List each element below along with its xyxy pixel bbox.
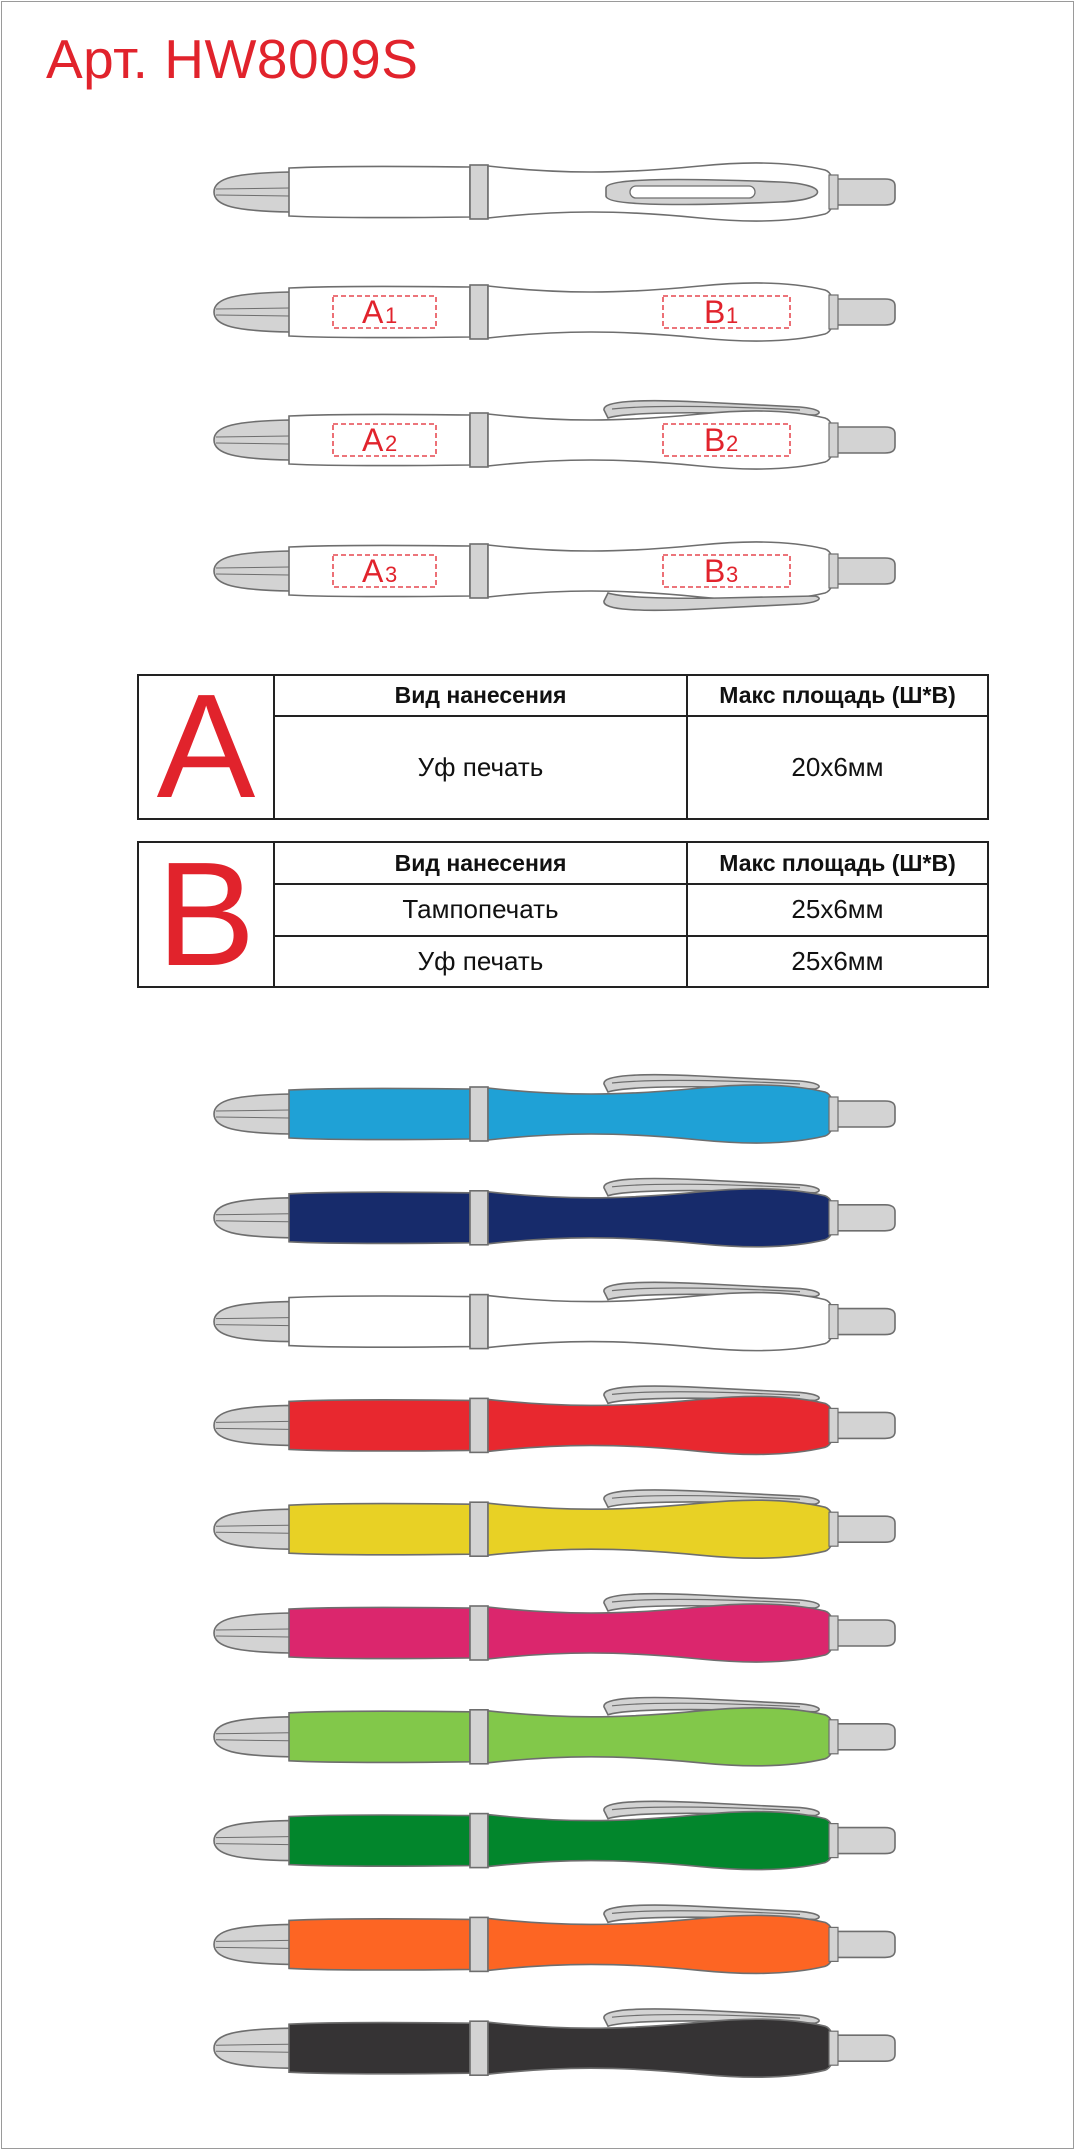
pen-barrel: [488, 1500, 835, 1558]
pen-button: [836, 1205, 895, 1231]
pen-color-variant: [214, 1594, 895, 1662]
pen-barrel: [488, 1396, 835, 1454]
pen-barrel: [488, 283, 835, 341]
pen-ring: [470, 1606, 488, 1660]
pen-button: [836, 558, 895, 584]
table-b-size-1: 25x6мм: [791, 894, 884, 925]
zone-label-a-sub: 2: [385, 431, 398, 456]
pen-button: [836, 1724, 895, 1750]
table-b-header-size: Макс площадь (Ш*В): [719, 849, 956, 876]
pen-grip: [289, 1296, 470, 1347]
print-table-a: [137, 664, 989, 829]
zone-label-b: B: [704, 294, 726, 330]
pen-ring: [470, 2021, 488, 2075]
pen-grip: [289, 1088, 470, 1139]
pen-barrel: [488, 1085, 835, 1143]
pen-ring: [470, 544, 488, 598]
pen-grip: [289, 166, 470, 217]
table-a-method: Уф печать: [275, 717, 688, 818]
pen-button: [836, 427, 895, 453]
pen-barrel: [488, 1293, 835, 1351]
table-b-method-2: Уф печать: [275, 937, 688, 987]
pen-color-variant: [214, 1697, 895, 1765]
pen-color-variant: [214, 1490, 895, 1558]
pen-button: [836, 1101, 895, 1127]
table-a-size: 20x6мм: [791, 752, 884, 782]
pen-tip: [214, 172, 290, 212]
pen-button: [836, 1620, 895, 1646]
pen-ring: [470, 1917, 488, 1971]
pen-color-variant: [214, 1905, 895, 1973]
pen-grip: [289, 1192, 470, 1243]
pen-grip: [289, 2023, 470, 2074]
pen-barrel: [488, 1189, 835, 1247]
pen-ring: [470, 1710, 488, 1764]
table-b-method-1: Тампопечать: [275, 885, 688, 935]
article-title: Арт. HW8009S: [46, 28, 419, 90]
zone-label-b: B: [704, 422, 726, 458]
pen-grip: [289, 1400, 470, 1451]
pen-tip: [214, 1509, 290, 1549]
zone-letter-b: B: [139, 843, 275, 986]
pen-barrel: [488, 1812, 835, 1870]
zone-label-a-sub: 1: [385, 303, 398, 328]
pen-ring: [470, 1398, 488, 1452]
zone-label-a: A: [362, 294, 384, 330]
pen-ring: [470, 1191, 488, 1245]
pen-grip: [289, 1711, 470, 1762]
table-row: [275, 717, 987, 818]
pen-barrel: [488, 411, 835, 469]
pen-grip: [289, 1919, 470, 1970]
zone-label-a: A: [362, 422, 384, 458]
pen-tip: [214, 1198, 290, 1238]
pen-ring: [470, 1814, 488, 1868]
pen-color-variant: [214, 1386, 895, 1454]
pen-color-variant: [214, 2009, 895, 2077]
pen-tip: [214, 292, 290, 332]
pen-tip: [214, 420, 290, 460]
pen-ring: [470, 1502, 488, 1556]
pen-button: [836, 1516, 895, 1542]
zone-label-b-sub: 1: [726, 303, 739, 328]
pen-ring: [470, 1295, 488, 1349]
pen-ring: [470, 285, 488, 339]
pen-button: [836, 1309, 895, 1335]
pen-front-view: [214, 163, 895, 221]
pen-tip: [214, 1405, 290, 1445]
pen-grip: [289, 1607, 470, 1658]
table-row: [275, 937, 987, 987]
pen-tip: [214, 1094, 290, 1134]
pen-tip: [214, 1821, 290, 1861]
pen-zones-view-2: [214, 401, 895, 469]
zone-label-a: A: [362, 553, 384, 589]
pen-grip: [289, 1815, 470, 1866]
pen-tip: [214, 1717, 290, 1757]
pen-tip: [214, 2028, 290, 2068]
pen-button: [836, 1412, 895, 1438]
table-b-header-row: [275, 843, 987, 885]
pen-zones-view-3: [214, 542, 895, 610]
pen-tip: [214, 551, 290, 591]
pen-tip: [214, 1613, 290, 1653]
pen-color-variant: [214, 1801, 895, 1869]
zone-label-b-sub: 3: [726, 562, 739, 587]
pen-barrel: [488, 1604, 835, 1662]
pen-barrel: [488, 542, 835, 600]
pen-button: [836, 179, 895, 205]
table-b-size-2: 25x6мм: [791, 945, 884, 976]
pen-color-variant: [214, 1282, 895, 1350]
pen-ring: [470, 413, 488, 467]
pen-ring: [470, 165, 488, 219]
pen-tip: [214, 1302, 290, 1342]
pen-button: [836, 1931, 895, 1957]
pen-barrel: [488, 1915, 835, 1973]
pen-grip: [289, 1504, 470, 1555]
print-table-b: [137, 831, 989, 997]
table-a-header-method: Вид нанесения: [275, 676, 688, 715]
pen-button: [836, 1828, 895, 1854]
pen-tip: [214, 1924, 290, 1964]
zone-letter-a: A: [139, 676, 275, 818]
table-a-header-row: [275, 676, 987, 717]
pen-button: [836, 299, 895, 325]
zone-label-a-sub: 3: [385, 562, 398, 587]
pen-ring: [470, 1087, 488, 1141]
zone-label-b: B: [704, 553, 726, 589]
table-a-header-size: Макс площадь (Ш*В): [719, 682, 956, 708]
pen-color-variant: [214, 1075, 895, 1143]
zone-label-b-sub: 2: [726, 431, 739, 456]
pen-barrel: [488, 1708, 835, 1766]
pen-color-variant: [214, 1178, 895, 1246]
pen-zones-view-1: [214, 283, 895, 341]
pen-button: [836, 2035, 895, 2061]
table-row: [275, 885, 987, 937]
table-b-header-method: Вид нанесения: [275, 843, 688, 883]
pen-barrel: [488, 2019, 835, 2077]
